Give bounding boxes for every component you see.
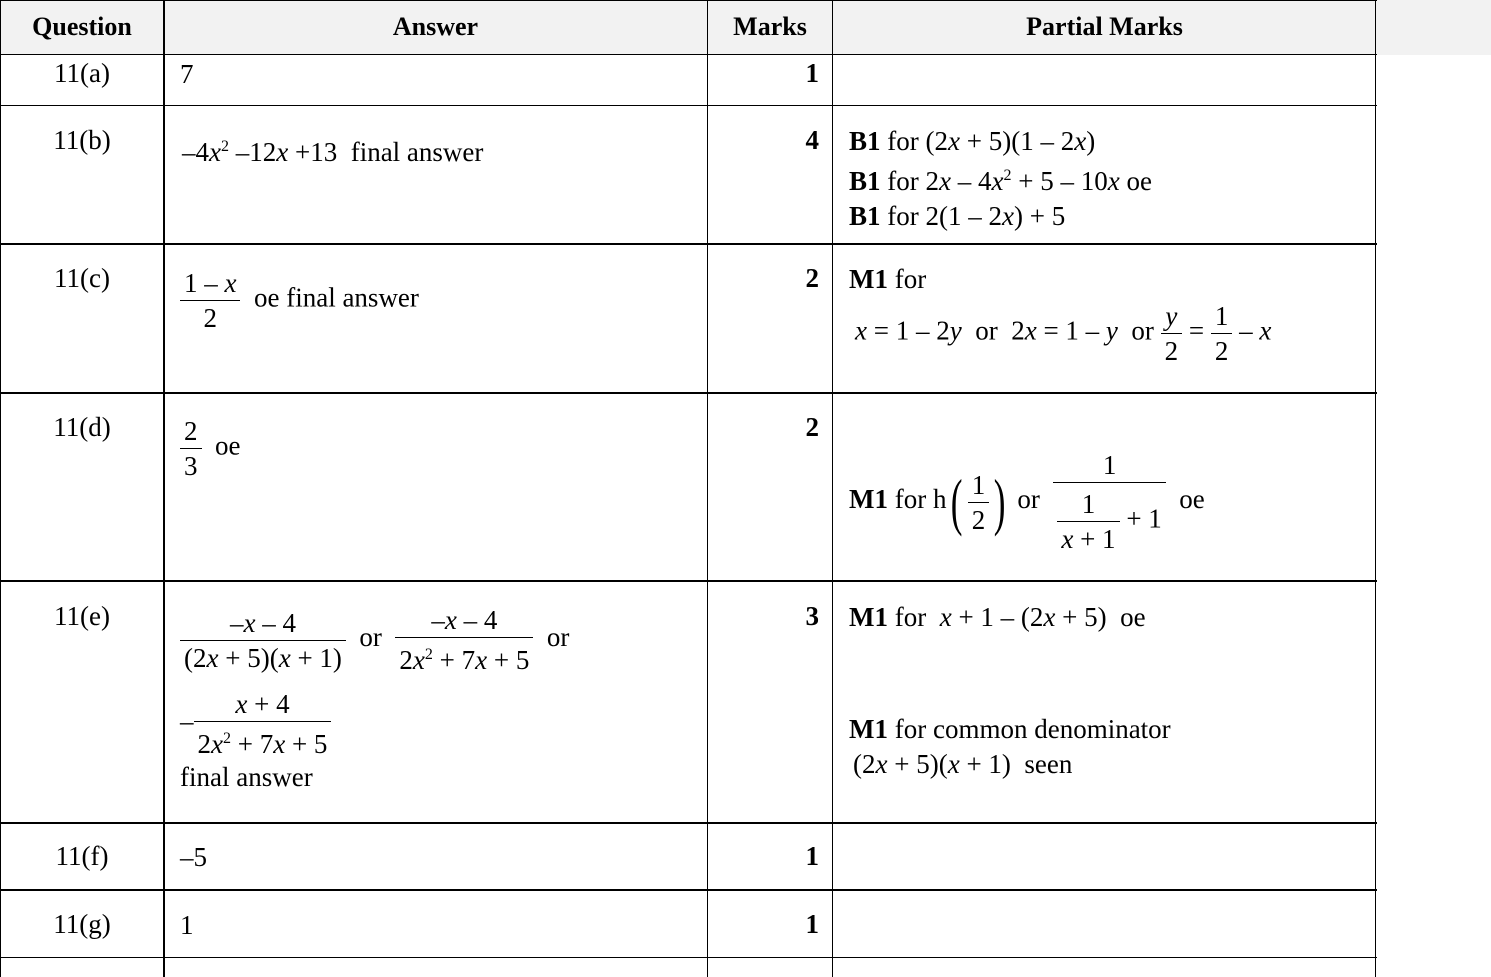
grid-line <box>0 54 1377 55</box>
mark-code: B1 <box>849 166 881 196</box>
or-text: or <box>1131 315 1154 346</box>
or-text: or <box>975 315 998 346</box>
final-answer-text: final answer <box>350 137 484 167</box>
fraction: $\frac{2}{3}$ <box>180 414 202 483</box>
partial-marks-cell: M1 for x + 1 – (2x + 5) oe M1 for common denominator (2x + 5)(x + 1) seen <box>849 602 1171 779</box>
header-marks: Marks <box>733 12 807 41</box>
marks-cell: 2 <box>805 412 819 442</box>
marks-cell: 2 <box>805 263 819 293</box>
mark-code: M1 <box>849 714 888 744</box>
fraction: $\frac{1 - x}{2}$ <box>180 266 240 335</box>
question-label: 11(g) <box>53 909 111 939</box>
question-label: 11(b) <box>53 125 111 155</box>
for-text: for <box>887 166 919 196</box>
header-partial-marks: Partial Marks <box>1026 12 1183 41</box>
oe-text: oe <box>215 430 241 461</box>
grid-line <box>0 580 1377 582</box>
partial-marks-cell: M1 for x = 1 – 2y or 2x = 1 – y or $\frac{y}{2}$ = $\frac{1}{2}$ – x <box>849 264 1272 366</box>
for-text: for <box>894 484 927 515</box>
answer-cell: $-4x^2$ –12x +13 final answer <box>182 137 484 167</box>
answer-cell <box>180 266 419 335</box>
final-answer-text: final answer <box>180 762 313 792</box>
marks-cell: 1 <box>805 841 819 871</box>
marks-cell: 4 <box>805 125 819 155</box>
grid-line <box>0 392 1377 394</box>
marks-cell: 1 <box>805 58 819 88</box>
grid-line <box>0 0 1377 1</box>
grid-line <box>0 822 1377 824</box>
oe-text: oe <box>1179 484 1205 515</box>
mark-code: B1 <box>849 201 881 231</box>
for-text: for <box>887 126 919 156</box>
grid-line <box>0 243 1377 245</box>
marks-cell: 1 <box>805 909 819 939</box>
for-text: for <box>894 602 927 632</box>
question-label: 11(c) <box>54 263 110 293</box>
question-label: 11(d) <box>53 412 111 442</box>
fraction: $\frac{y}{2}$ <box>1161 299 1183 368</box>
fraction: $\frac{-x - 4}{(2x + 5)(x + 1)}$ <box>180 606 346 675</box>
mark-code: B1 <box>849 126 881 156</box>
oe-text: oe <box>253 282 280 313</box>
seen-text: seen <box>1024 749 1073 779</box>
header-question: Question <box>32 12 132 41</box>
header-answer: Answer <box>392 12 479 41</box>
partial-marks-cell: M1 for h( $\frac{1}{2}$ ) or 1 $\frac{1}{x + 1}$ + 1 oe <box>849 450 1205 554</box>
grid-line <box>832 0 833 977</box>
answer-cell: 1 <box>180 910 194 940</box>
mark-code: M1 <box>849 602 888 632</box>
grid-line <box>0 957 1377 958</box>
question-label: 11(e) <box>54 601 110 631</box>
grid-line <box>0 105 1377 106</box>
marks-cell: 3 <box>805 601 819 631</box>
answer-cell <box>180 414 240 483</box>
oe-text: oe <box>1120 602 1146 632</box>
mark-code: M1 <box>849 484 888 515</box>
or-text: or <box>359 622 382 653</box>
grid-line <box>1375 0 1376 977</box>
fraction: $\frac{1}{2}$ <box>968 468 990 537</box>
answer-cell: 7 <box>180 59 194 89</box>
question-label: 11(a) <box>54 58 110 88</box>
fraction: $\frac{-x - 4}{2x^2 + 7x + 5}$ <box>395 603 533 677</box>
final-answer-text: final answer <box>286 282 419 313</box>
fraction: $\frac{x + 4}{2x^2 + 7x + 5}$ <box>194 687 332 761</box>
answer-cell: –5 <box>180 842 207 872</box>
for-text: for <box>894 264 927 294</box>
fraction: $\frac{1}{2}$ <box>1211 299 1233 368</box>
partial-marks-cell: B1 for (2x + 5)(1 – 2x) B1 for $2x - 4x^2 + 5 - 10x$ oe B1 for 2(1 – 2x) + 5 <box>849 126 1152 231</box>
fraction: 1 $\frac{1}{x + 1}$ + 1 <box>1053 448 1165 556</box>
question-label: 11(f) <box>55 841 109 871</box>
or-text: or <box>546 622 570 653</box>
grid-line <box>0 889 1377 891</box>
answer-cell: $\frac{-x - 4}{(2x + 5)(x + 1)}$ or $\frac{-x - 4}{2x^2 + 7x + 5}$ or – $\frac{x + 4}{2x^2 + 7x + 5}$ final answer <box>180 605 570 792</box>
mark-code: M1 <box>849 264 888 294</box>
for-text: for <box>887 201 919 231</box>
or-text: or <box>1017 484 1040 515</box>
common-denominator-text: for common denominator <box>894 714 1171 744</box>
